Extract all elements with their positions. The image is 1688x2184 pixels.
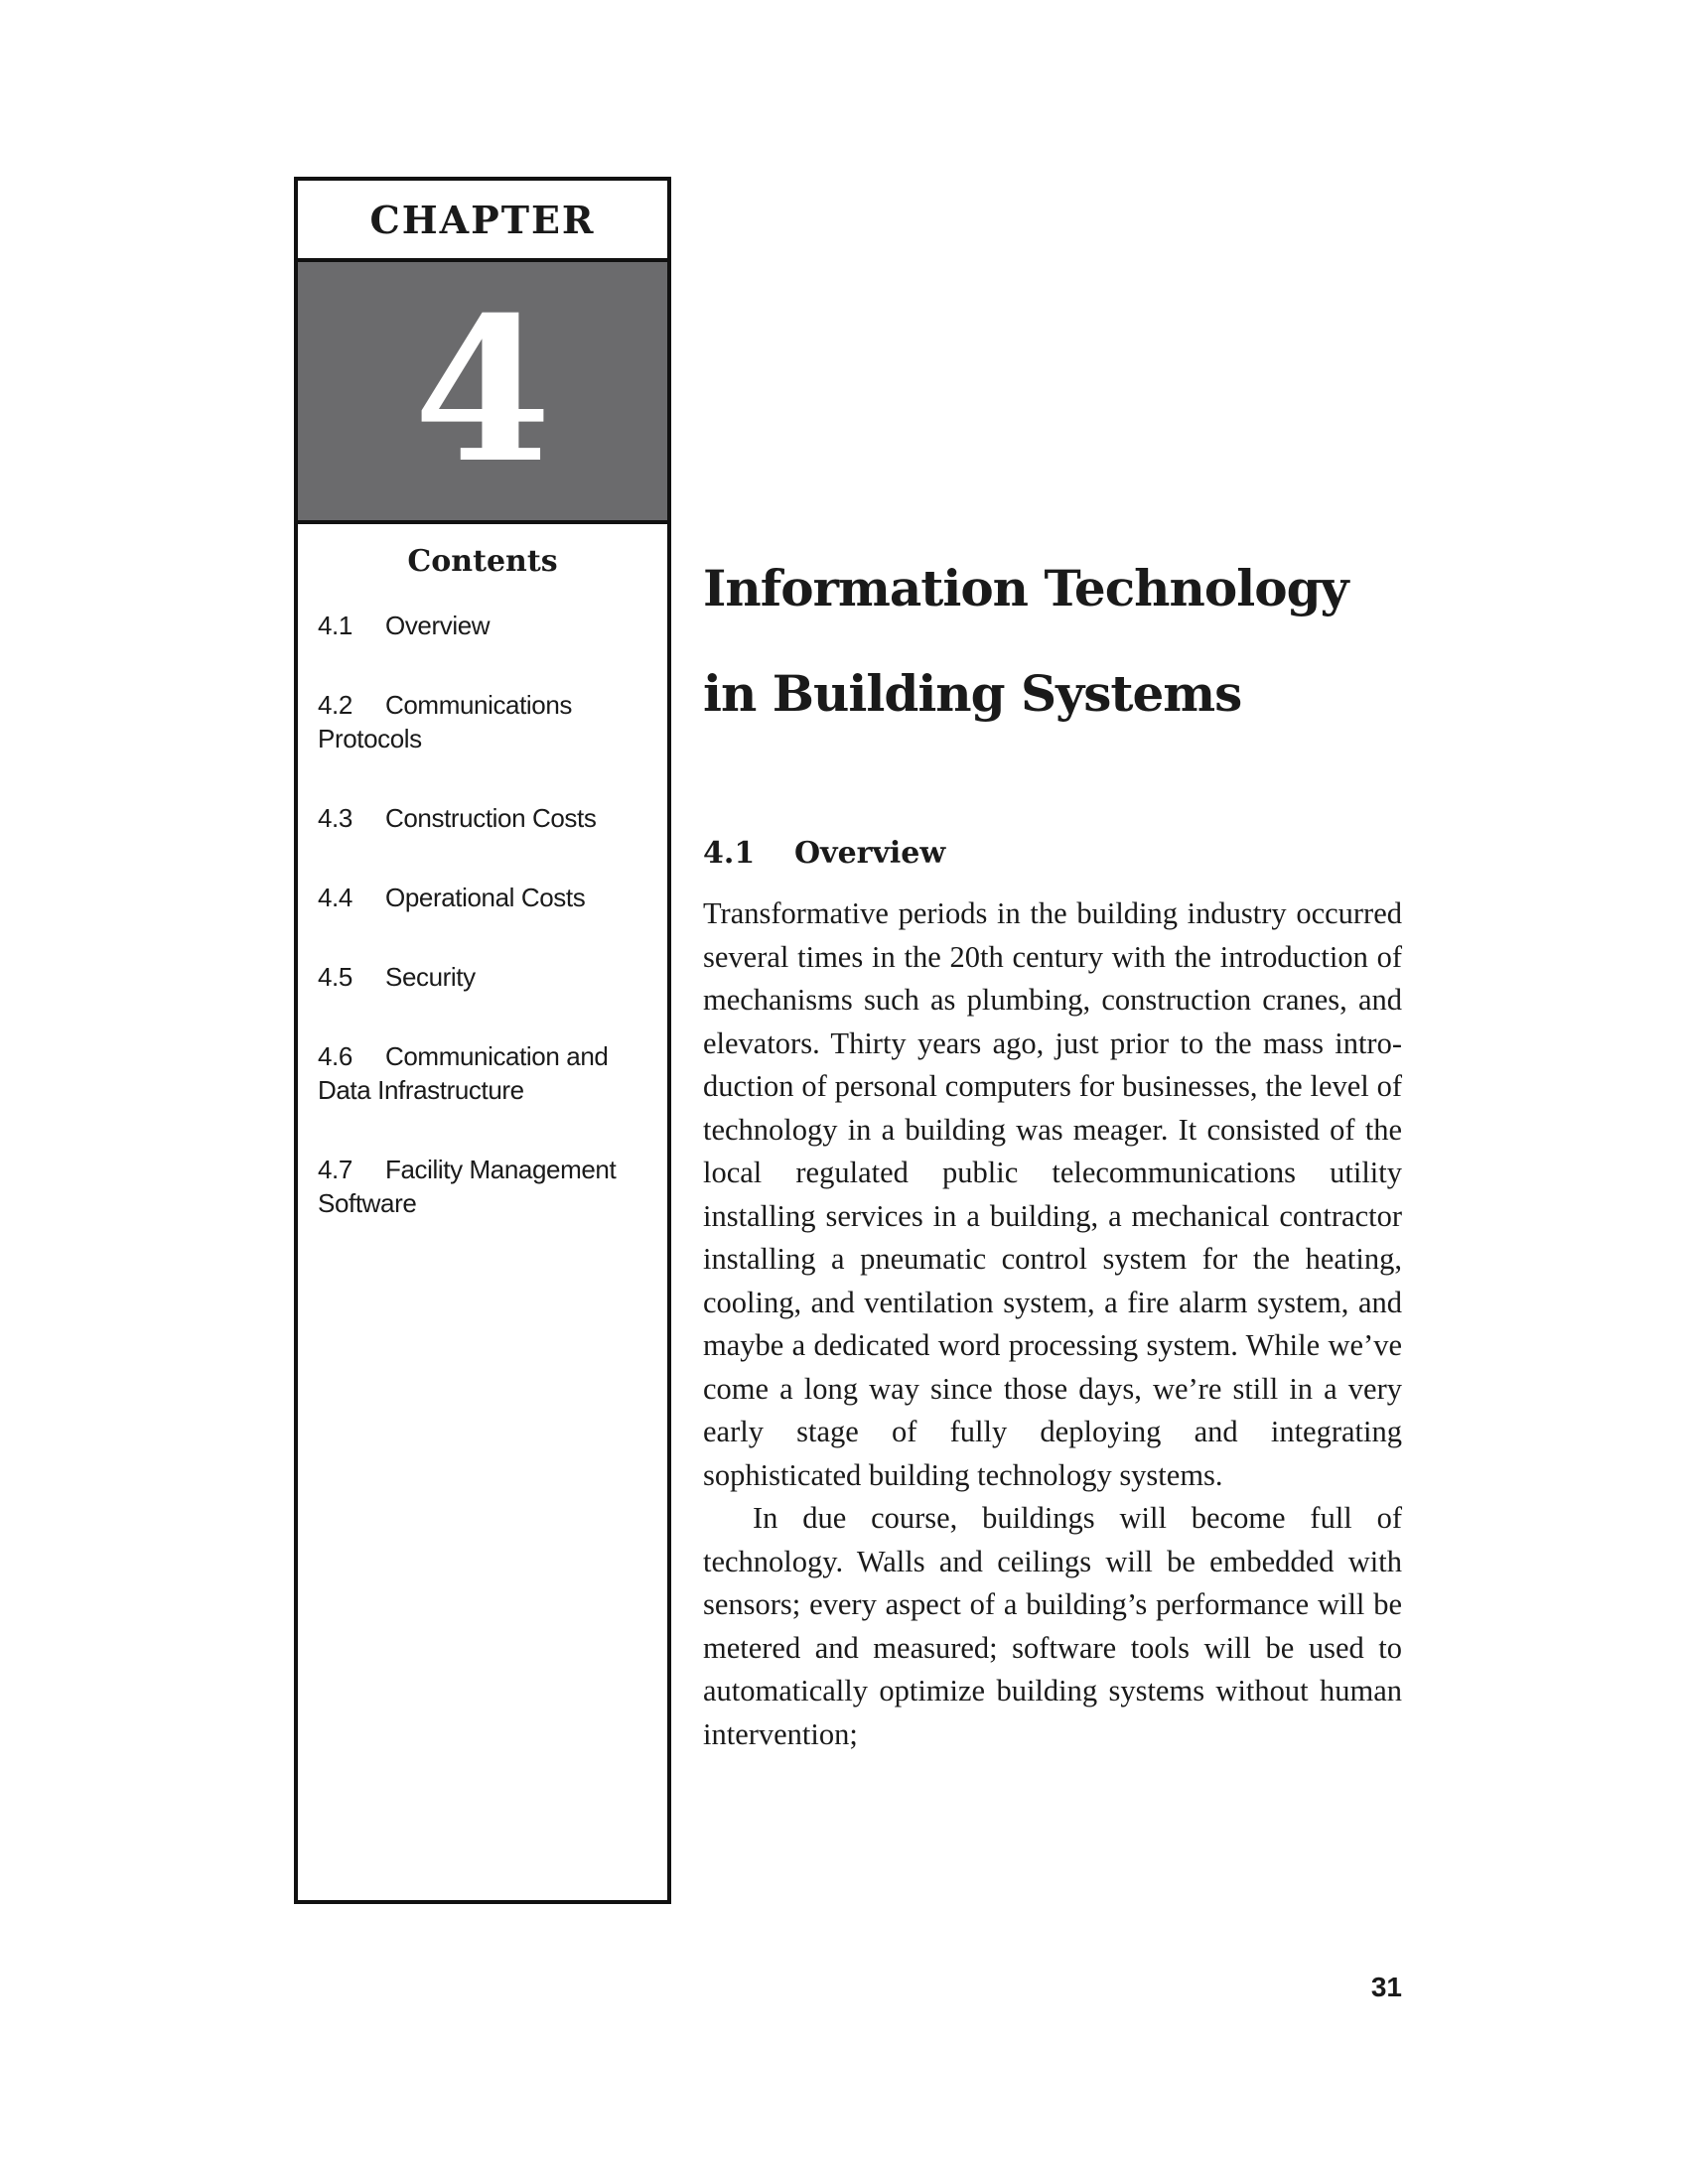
main-column	[703, 536, 1402, 1756]
toc-item-title: Construction Costs	[385, 803, 597, 833]
chapter-number-box	[298, 262, 667, 524]
toc-item-title: Communications Protocols	[318, 690, 573, 753]
toc-item-number: 4.7	[318, 1155, 352, 1184]
toc-item-4-6	[318, 1039, 655, 1107]
toc-item-number: 4.4	[318, 883, 352, 912]
toc-item-4-2	[318, 688, 655, 755]
chapter-number: 4	[413, 274, 552, 507]
toc-item-4-4	[318, 881, 655, 914]
toc-item-title: Communication and Data Infrastructure	[318, 1041, 609, 1105]
section-heading	[703, 836, 1402, 871]
page-number: 31	[1370, 1972, 1402, 2002]
chapter-title-line-1: Information Technology	[703, 559, 1348, 617]
table-of-contents	[298, 609, 667, 1220]
section-number: 4.1	[703, 836, 756, 871]
toc-item-4-3	[318, 801, 655, 835]
toc-item-number: 4.5	[318, 962, 352, 992]
chapter-sidebar	[294, 177, 671, 1904]
toc-item-title: Operational Costs	[385, 883, 586, 912]
chapter-label: CHAPTER	[298, 181, 667, 262]
toc-item-4-7	[318, 1153, 655, 1220]
chapter-title-line-2: in Building Systems	[703, 664, 1242, 723]
toc-item-title: Overview	[385, 611, 491, 640]
contents-title: Contents	[407, 544, 558, 579]
toc-item-number: 4.2	[318, 690, 352, 720]
toc-item-number: 4.6	[318, 1041, 352, 1071]
toc-item-number: 4.1	[318, 611, 352, 640]
chapter-title	[703, 536, 1402, 747]
toc-item-title: Facility Management Software	[318, 1155, 617, 1218]
toc-item-number: 4.3	[318, 803, 352, 833]
toc-item-title: Security	[385, 962, 476, 992]
section-title: Overview	[794, 836, 946, 871]
body-paragraph: Transformative periods in the building industry occurred several times in the 20th century with the introduction of mechanisms such as plumbing, construction cranes, and elevators. Thirty years ago, just prior to the mass introduction of personal computers for businesses, the level of technology in a building was meager. It consisted of the local regulated public telecommunications utility installing services in a building, a mechanical contractor installing a pneumatic control system for the heating, cooling, and ventilation system, a fire alarm system, and maybe a dedicated word processing system. While we’ve come a long way since those days, we’re still in a very early stage of fully deploying and integrating sophisticated building technology systems.	[703, 896, 1402, 1492]
toc-item-4-1	[318, 609, 655, 642]
body-paragraph: In due course, buildings will become full of technology. Walls and ceilings will be embedded with sensors; every aspect of a building’s performance will be metered and measured; software tools will be used to automatically optimize building systems without human intervention;	[703, 1501, 1402, 1751]
toc-item-4-5	[318, 960, 655, 994]
